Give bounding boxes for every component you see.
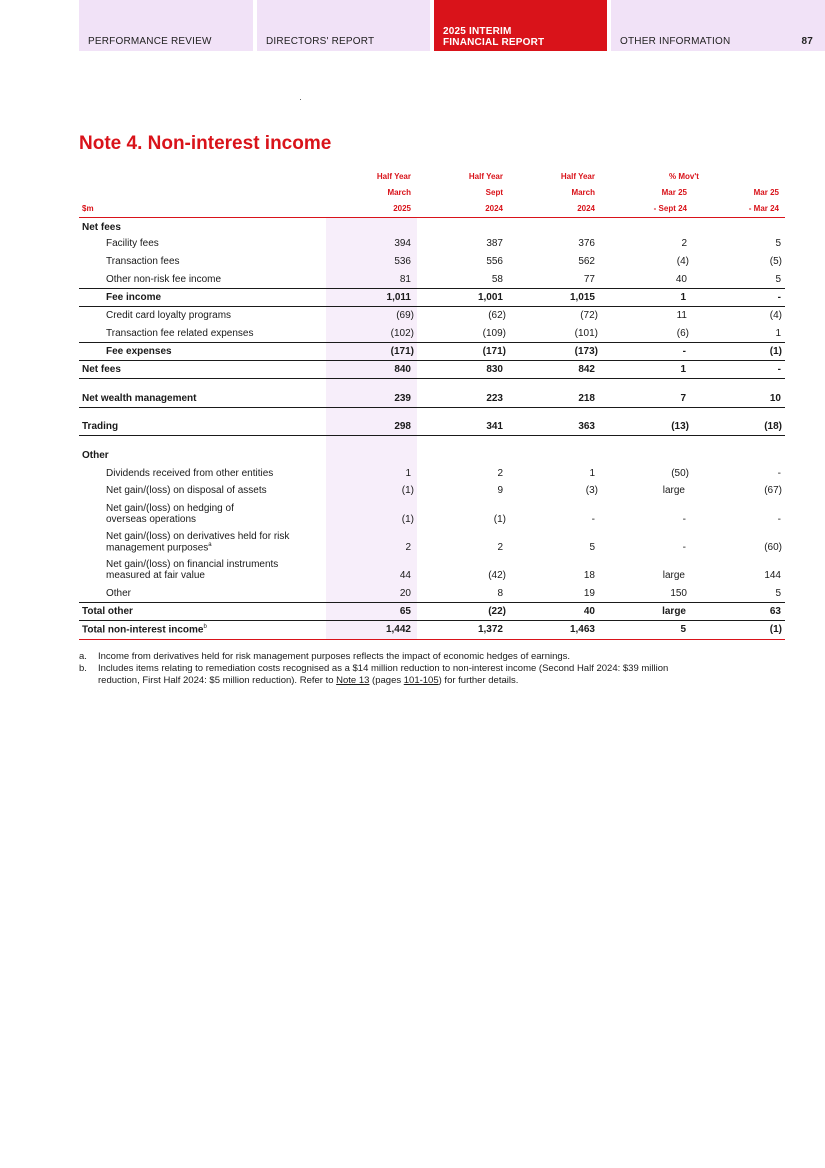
cell: - bbox=[777, 292, 781, 303]
unit-label: $m bbox=[82, 204, 94, 213]
row-divider bbox=[79, 378, 785, 379]
cell: 394 bbox=[394, 238, 411, 249]
cell: 1,463 bbox=[569, 624, 595, 635]
cell: 1,011 bbox=[386, 292, 411, 303]
cell: 1,442 bbox=[385, 624, 411, 635]
cell: 5 bbox=[775, 274, 781, 285]
cell: 1 bbox=[405, 468, 411, 479]
cell: 40 bbox=[675, 274, 687, 285]
row-label: Credit card loyalty programs bbox=[106, 310, 232, 321]
tab-label: OTHER INFORMATION bbox=[620, 36, 731, 47]
cell: (1) bbox=[769, 624, 782, 635]
cell: 5 bbox=[775, 588, 781, 599]
cell: (1) bbox=[769, 346, 782, 357]
cell: 830 bbox=[486, 364, 503, 375]
cell: 9 bbox=[497, 485, 503, 496]
cell: (13) bbox=[671, 421, 689, 432]
col-header: - Sept 24 bbox=[653, 204, 687, 213]
cell: - bbox=[591, 514, 595, 525]
cell: (69) bbox=[396, 310, 414, 321]
cell: 58 bbox=[491, 274, 503, 285]
footnote-text: Includes items relating to remediation costs recognised as a $14 million reduction to non-interest income (Second Half 2024: $39 million reduction, First Half 2024: $5 million reduction). Refer to Note 13 (pages 101-105) for further details. bbox=[98, 663, 669, 686]
cell: 5 bbox=[589, 542, 595, 553]
cell: 63 bbox=[769, 606, 781, 617]
col-header: Half Year bbox=[560, 172, 595, 181]
cell: 536 bbox=[394, 256, 411, 267]
cell: 239 bbox=[394, 393, 411, 404]
cell: (171) bbox=[482, 346, 506, 357]
cell: 5 bbox=[680, 624, 686, 635]
cell: large bbox=[662, 485, 685, 496]
row-label: Net wealth management bbox=[82, 393, 197, 404]
row-label: Transaction fees bbox=[106, 256, 180, 267]
cell: 223 bbox=[486, 393, 503, 404]
row-label: Transaction fee related expenses bbox=[106, 328, 254, 339]
col-header: Half Year bbox=[376, 172, 411, 181]
cell: 1 bbox=[589, 468, 595, 479]
cell: (4) bbox=[676, 256, 689, 267]
footnote-marker: b bbox=[203, 624, 207, 630]
cell: 18 bbox=[583, 570, 595, 581]
header-divider bbox=[79, 217, 785, 218]
cell: (101) bbox=[574, 328, 598, 339]
footnote-key: b. bbox=[79, 663, 87, 674]
cell: (5) bbox=[769, 256, 782, 267]
cell: 150 bbox=[670, 588, 687, 599]
col-header: 2024 bbox=[485, 204, 503, 213]
cell: 20 bbox=[399, 588, 411, 599]
cell: 562 bbox=[578, 256, 595, 267]
cell: 298 bbox=[394, 421, 411, 432]
cell: 1,015 bbox=[569, 292, 595, 303]
col-header: Sept bbox=[485, 188, 503, 197]
tab-directors-report[interactable] bbox=[257, 0, 430, 51]
cell: (1) bbox=[493, 514, 506, 525]
cell: 2 bbox=[681, 238, 687, 249]
cell: (50) bbox=[671, 468, 689, 479]
cell: - bbox=[682, 514, 686, 525]
row-label-line1: Net gain/(loss) on hedging of bbox=[106, 503, 234, 514]
row-label: Other non-risk fee income bbox=[106, 274, 222, 285]
row-label: Total other bbox=[82, 606, 133, 617]
row-label: Other bbox=[106, 588, 132, 599]
row-label: Trading bbox=[82, 421, 119, 432]
cell: (3) bbox=[585, 485, 598, 496]
cell: (1) bbox=[401, 485, 414, 496]
cell: - bbox=[682, 542, 686, 553]
cell: 77 bbox=[583, 274, 595, 285]
table-row-fair-value bbox=[79, 559, 785, 583]
tab-label: DIRECTORS' REPORT bbox=[266, 36, 375, 47]
cell: - bbox=[682, 346, 686, 357]
tab-label: PERFORMANCE REVIEW bbox=[88, 36, 212, 47]
cell: 1,372 bbox=[477, 624, 503, 635]
row-label: Total non-interest income$^b$ bbox=[82, 624, 207, 636]
row-divider bbox=[79, 620, 785, 621]
pages-link[interactable]: 101-105 bbox=[403, 675, 439, 686]
cell: 19 bbox=[583, 588, 595, 599]
cell: 556 bbox=[486, 256, 503, 267]
row-label-line2: measured at fair value bbox=[106, 570, 205, 581]
footnote-key: a. bbox=[79, 651, 87, 662]
row-label-line2: overseas operations bbox=[106, 514, 197, 525]
row-divider bbox=[79, 435, 785, 436]
row-label-line2: management purposes$^a$ bbox=[106, 542, 212, 554]
note-13-link[interactable]: Note 13 bbox=[336, 675, 370, 686]
cell: (4) bbox=[769, 310, 782, 321]
cell: 341 bbox=[486, 421, 503, 432]
cell: 2 bbox=[497, 542, 503, 553]
cell: (18) bbox=[764, 421, 782, 432]
row-label-line1: Net gain/(loss) on derivatives held for risk bbox=[106, 531, 290, 542]
stray-mark bbox=[300, 99, 301, 100]
cell: 144 bbox=[764, 570, 781, 581]
row-divider bbox=[79, 306, 785, 307]
footnote-text: Income from derivatives held for risk management purposes reflects the impact of economic hedges of earnings. bbox=[98, 651, 571, 662]
row-label: Dividends received from other entities bbox=[106, 468, 274, 479]
row-divider bbox=[79, 407, 785, 408]
table-row-derivatives bbox=[79, 531, 785, 555]
cell: (60) bbox=[764, 542, 782, 553]
cell: 1 bbox=[775, 328, 781, 339]
col-header: March bbox=[571, 188, 595, 197]
cell: 44 bbox=[399, 570, 411, 581]
row-label-line1: Net gain/(loss) on financial instruments bbox=[106, 559, 279, 570]
cell: 363 bbox=[578, 421, 595, 432]
cell: 11 bbox=[676, 310, 687, 321]
cell: large bbox=[662, 570, 685, 581]
cell: (1) bbox=[401, 514, 414, 525]
cell: (102) bbox=[390, 328, 414, 339]
footnote-marker: a bbox=[208, 542, 212, 548]
page-title: Note 4. Non-interest income bbox=[79, 133, 332, 154]
tab-label-line1: 2025 INTERIM bbox=[443, 26, 512, 37]
cell: - bbox=[777, 468, 781, 479]
cell: 5 bbox=[775, 238, 781, 249]
cell: 10 bbox=[769, 393, 781, 404]
cell: (173) bbox=[574, 346, 598, 357]
table-bottom-rule bbox=[79, 639, 785, 640]
cell: large bbox=[662, 606, 686, 617]
cell: 376 bbox=[578, 238, 595, 249]
cell: (171) bbox=[390, 346, 414, 357]
row-divider bbox=[79, 360, 785, 361]
row-label: Fee expenses bbox=[106, 346, 172, 357]
cell: 218 bbox=[578, 393, 595, 404]
tab-other-information[interactable] bbox=[611, 0, 825, 51]
col-header: 2024 bbox=[577, 204, 595, 213]
col-header: % Mov't bbox=[669, 172, 699, 181]
cell: (72) bbox=[580, 310, 598, 321]
cell: 2 bbox=[405, 542, 411, 553]
col-header: Half Year bbox=[468, 172, 503, 181]
col-header: - Mar 24 bbox=[748, 204, 779, 213]
cell: (62) bbox=[488, 310, 506, 321]
row-label: Net gain/(loss) on disposal of assets bbox=[106, 485, 267, 496]
tab-interim-financial-report[interactable] bbox=[434, 0, 607, 51]
col-header: Mar 25 bbox=[753, 188, 779, 197]
cell: (67) bbox=[764, 485, 782, 496]
cell: 387 bbox=[486, 238, 503, 249]
cell: 842 bbox=[578, 364, 595, 375]
cell: 81 bbox=[399, 274, 411, 285]
row-divider bbox=[79, 288, 785, 289]
col-header: March bbox=[387, 188, 411, 197]
tab-label-line2: FINANCIAL REPORT bbox=[443, 37, 545, 48]
col-header: Mar 25 bbox=[661, 188, 687, 197]
col-header: 2025 bbox=[393, 204, 411, 213]
tab-performance-review[interactable] bbox=[79, 0, 253, 51]
cell: 1 bbox=[680, 364, 686, 375]
cell: 1,001 bbox=[477, 292, 503, 303]
cell: - bbox=[777, 364, 781, 375]
table-row-hedging bbox=[79, 503, 785, 527]
cell: 65 bbox=[399, 606, 411, 617]
cell: 840 bbox=[394, 364, 411, 375]
cell: 1 bbox=[680, 292, 686, 303]
cell: 2 bbox=[497, 468, 503, 479]
cell: - bbox=[777, 514, 781, 525]
cell: 7 bbox=[680, 393, 686, 404]
cell: (109) bbox=[482, 328, 506, 339]
cell: (22) bbox=[488, 606, 506, 617]
cell: (6) bbox=[676, 328, 689, 339]
row-label: Fee income bbox=[106, 292, 162, 303]
cell: 8 bbox=[497, 588, 503, 599]
row-label: Facility fees bbox=[106, 238, 159, 249]
cell: (42) bbox=[488, 570, 506, 581]
cell: 40 bbox=[583, 606, 595, 617]
row-divider bbox=[79, 602, 785, 603]
row-label: Net fees bbox=[82, 364, 121, 375]
page-number: 87 bbox=[801, 36, 813, 47]
row-divider bbox=[79, 342, 785, 343]
